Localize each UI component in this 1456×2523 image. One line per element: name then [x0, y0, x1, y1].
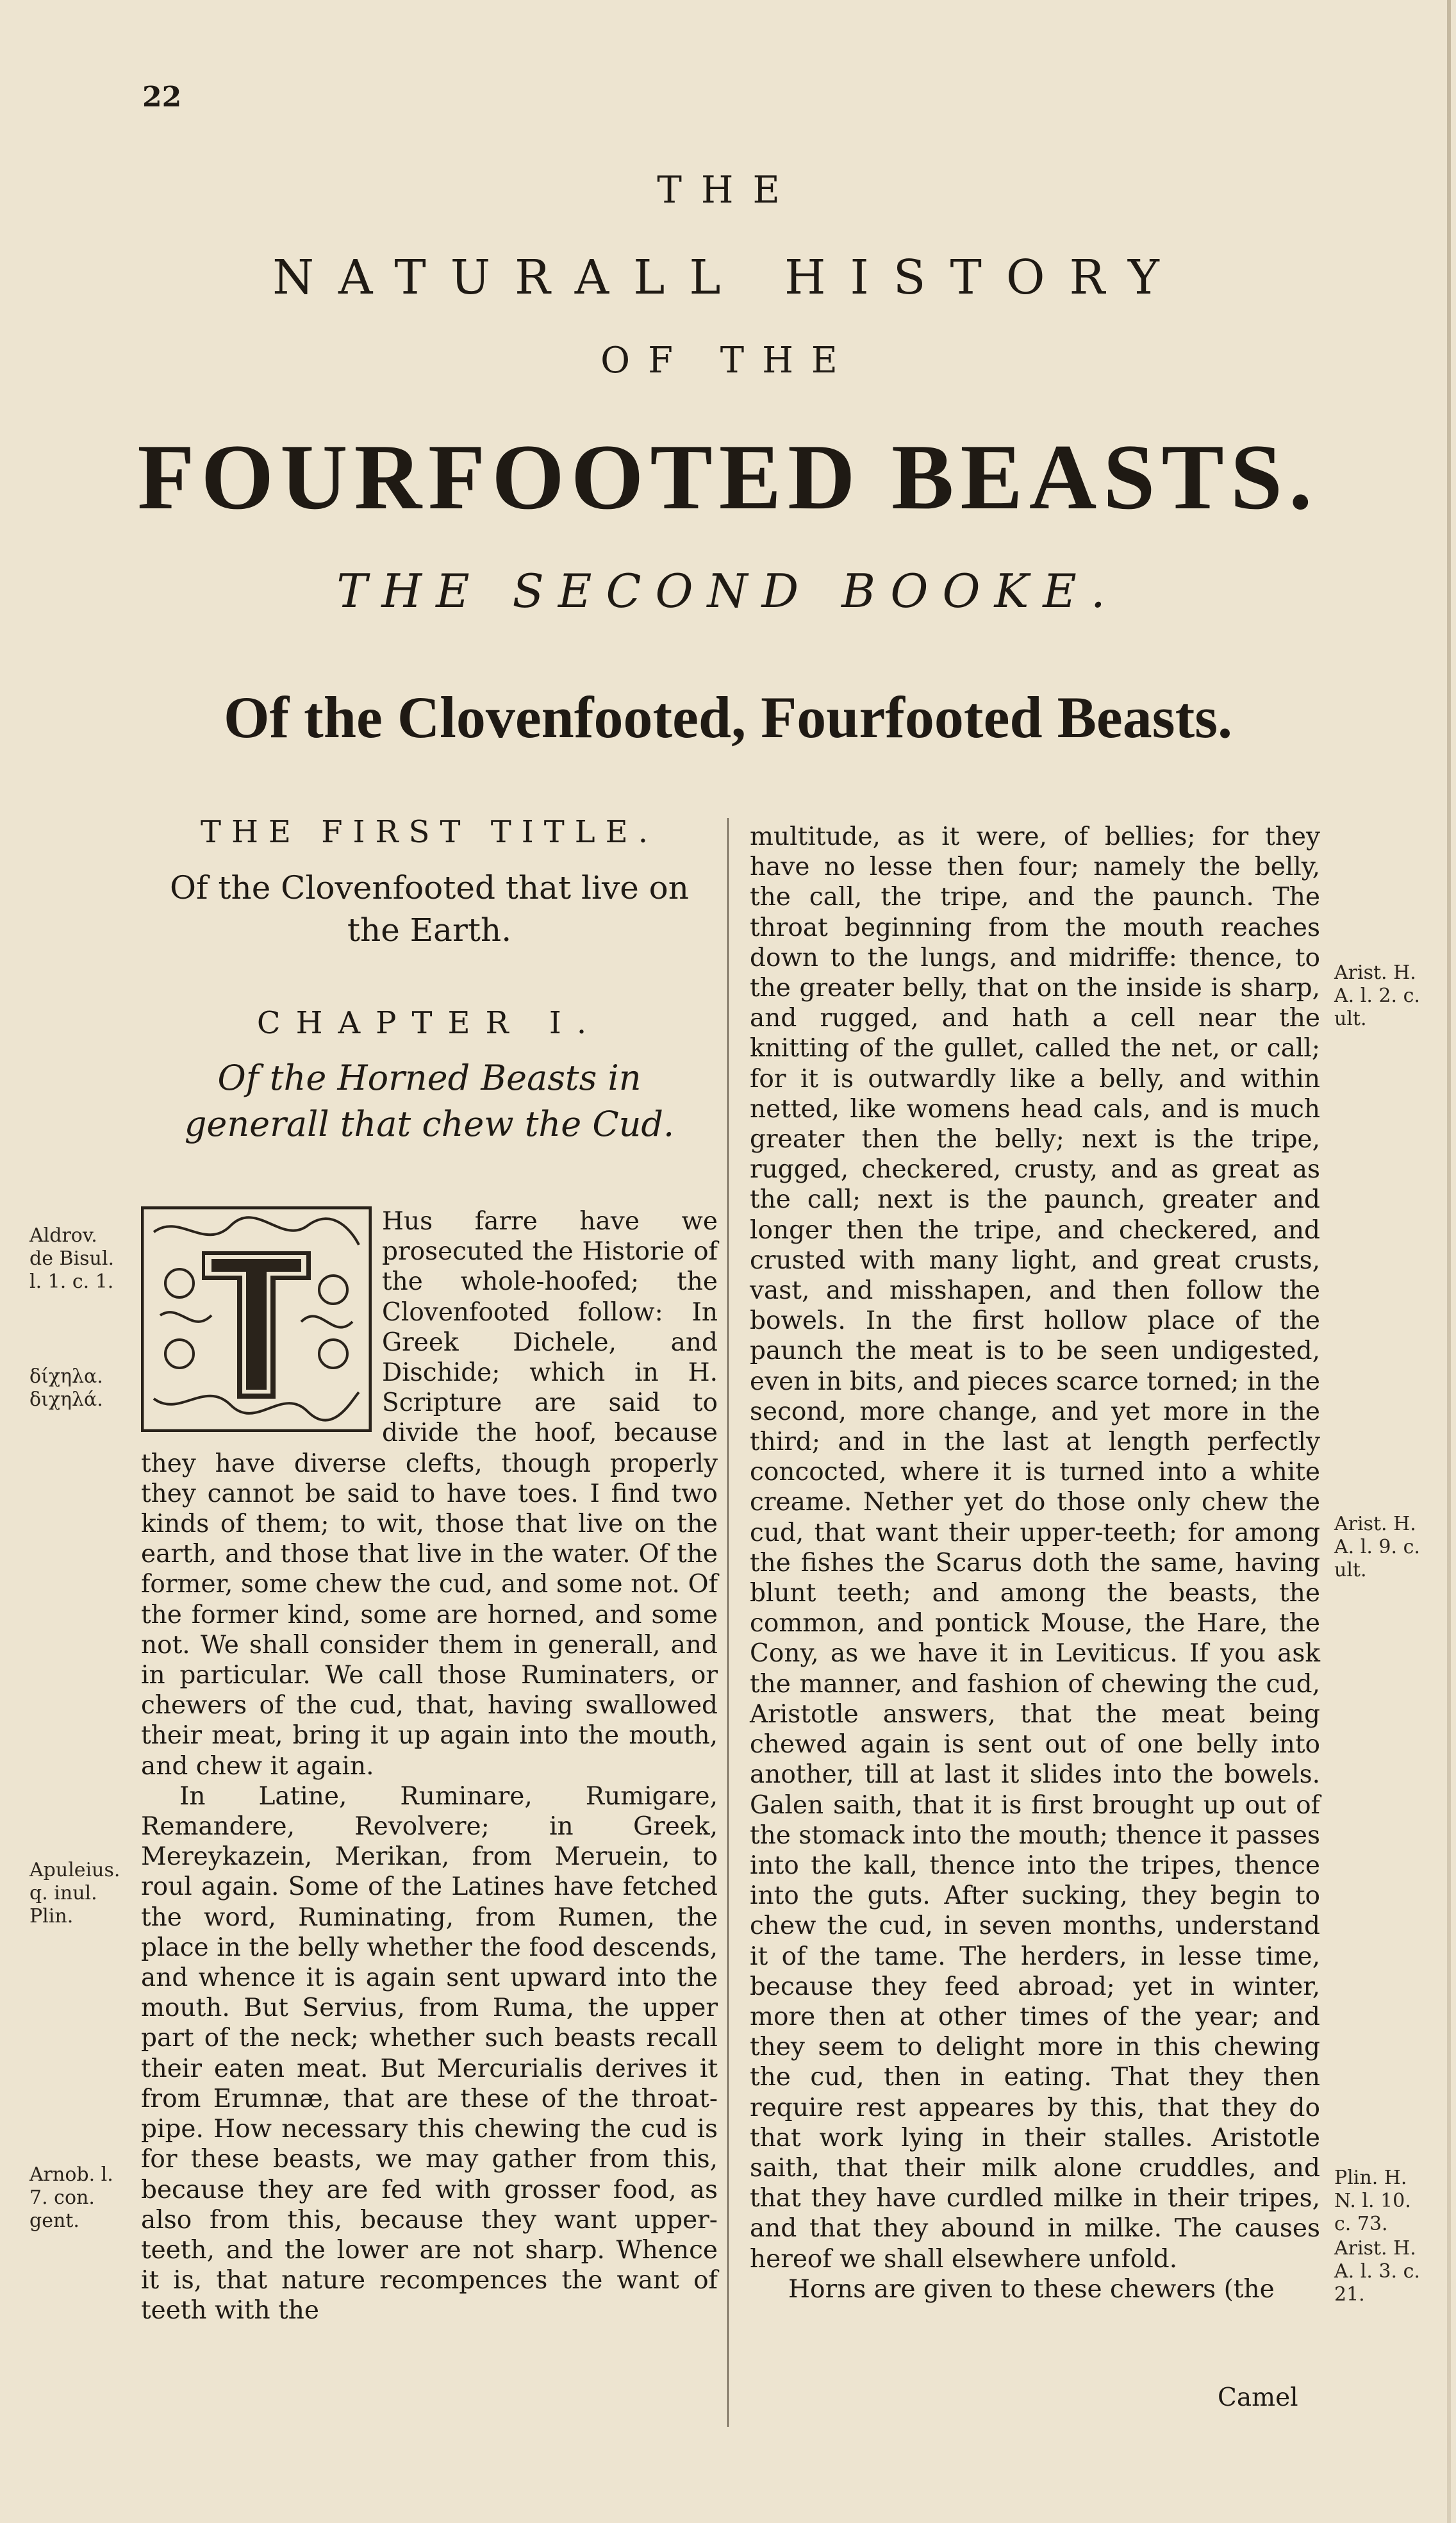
- header-fourfooted-beasts: FOURFOOTED BEASTS.: [137, 425, 1319, 529]
- chapter-number: CHAPTER I.: [256, 1005, 602, 1041]
- margin-note-arnob: Arnob. l. 7. con. gent.: [29, 2163, 113, 2232]
- decorated-initial-t-icon: [141, 1206, 372, 1432]
- header-naturall-history: NATURALL HISTORY: [272, 250, 1184, 305]
- right-body-text: [750, 822, 1320, 2304]
- header-second-booke: THE SECOND BOOKE.: [336, 564, 1120, 618]
- margin-note-arist-3: Arist. H. A. l. 3. c. 21.: [1334, 2237, 1420, 2306]
- margin-note-plin: Plin. H. N. l. 10. c. 73.: [1334, 2167, 1411, 2235]
- left-column: [141, 814, 718, 2326]
- title-first: THE FIRST TITLE.: [201, 814, 658, 850]
- left-body-text: [141, 1206, 718, 2326]
- margin-note-greek: δίχηλα. διχηλά.: [29, 1365, 103, 1411]
- catchword: Camel: [1218, 2383, 1298, 2412]
- chapter-title: Of the Horned Beasts in generall that chew the Cud.: [184, 1058, 675, 1144]
- paragraph-4: Horns are given to these chewers (the: [788, 2274, 1275, 2304]
- paragraph-3: multitude, as it were, of bellies; for they have no lesse then four; namely the belly, the call, the tripe, and the paunch. The throat beginning from the mouth reaches down to the lungs, and midriffe: thence, to the greater belly, that on the inside is sharp, and rugged, and hath a cell near the knitting of the gullet, called the net, or call; for it is outwardly like a belly, and within netted, like womens head cals, and is much greater then the belly; next is the tripe, rugged, checkered, crusty, and as great as the call; next is the paunch, greater and longer then the tripe, and checkered, and crusted with many light, and great crusts, vast, and misshapen, and then follow the bowels. In the first hollow place of the paunch the meat is to be seen undigested, even in bits, and pieces scarce torned; in the second, more change, and yet more in the third; and in the last at length perfectly concocted, where it is turned into a white creame. Nether yet do those only chew the cud, that want their upper-teeth; for among the fishes the Scarus doth the same, having blunt teeth; and among the beasts, the common, and pontick Mouse, the Hare, the Cony, as we have it in Leviticus. If you ask the manner, and fashion of chewing the cud, Aristotle answers, that the meat being chewed again is sent out of one belly into another, till at last it slides into the bowels. Galen saith, that it is first brought up out of the stomack into the mouth; thence it passes into the kall, thence into the tripes, thence into the guts. After sucking, they begin to chew the cud, in seven months, understand it of the tame. The herders, in lesse time, because they feed abroad; yet in winter, more then at other times of the year; and they seem to delight more in this chewing the cud, then in eating. That they then require rest appeares by this, that they do that work lying in their stalles. Aristotle saith, that their milk alone cruddles, and that they have curdled milke in their tripes, and that they abound in milke. The causes hereof we shall elsewhere unfold.: [750, 822, 1320, 2274]
- margin-note-apuleius: Apuleius. q. inul. Plin.: [29, 1859, 120, 1928]
- header-the: THE: [657, 168, 799, 212]
- margin-note-arist-1: Arist. H. A. l. 2. c. ult.: [1334, 962, 1420, 1030]
- header-of-the: OF THE: [600, 340, 856, 381]
- section-heading: Of the Clovenfooted, Fourfooted Beasts.: [223, 685, 1233, 750]
- column-divider: [727, 818, 729, 2427]
- margin-note-aldrov: Aldrov. de Bisul. l. 1. c. 1.: [29, 1224, 114, 1293]
- paragraph-1: Hus farre have we prosecuted the Historie of the whole-hoofed; the Clovenfooted follow: In Greek Dichele, and Dischide; which in H. Scripture are said to divide the hoof, because they have diverse clefts, though properly they cannot be said to have toes. I find two kinds of them; to wit, those that live on the earth, and those that live in the water. Of the former, some chew the cud, and some not. Of the former kind, some are horned, and some not. We shall consider them in generall, and in particular. We call those Ruminaters, or chewers of the cud, that, having swallowed their meat, bring it up again into the mouth, and chew it again.: [141, 1207, 718, 1781]
- margin-note-arist-2: Arist. H. A. l. 9. c. ult.: [1334, 1513, 1420, 1581]
- paragraph-2: In Latine, Ruminare, Rumigare, Remandere, Revolvere; in Greek, Mereykazein, Merikan, from Meruein, to roul again. Some of the Latines have fetched the word, Ruminating, from Rumen, the place in the belly whether the food descends, and whence it is again sent upward into the mouth. But Servius, from Ruma, the upper part of the neck; whether such beasts recall their eaten meat. But Mercurialis derives it from Erumnæ, that are these of the throat-pipe. How necessary this chewing the cud is for these beasts, we may gather from this, because they are fed with grosser food, as also from this, because they want upper-teeth, and the lower are not sharp. Whence it is, that nature recompences the want of teeth with the: [141, 1781, 718, 2326]
- decorated-initial-svg: [141, 1206, 372, 1432]
- page-number: 22: [142, 81, 182, 113]
- right-column: [750, 822, 1320, 2304]
- title-clovenfooted: Of the Clovenfooted that live on the Earth.: [170, 869, 689, 949]
